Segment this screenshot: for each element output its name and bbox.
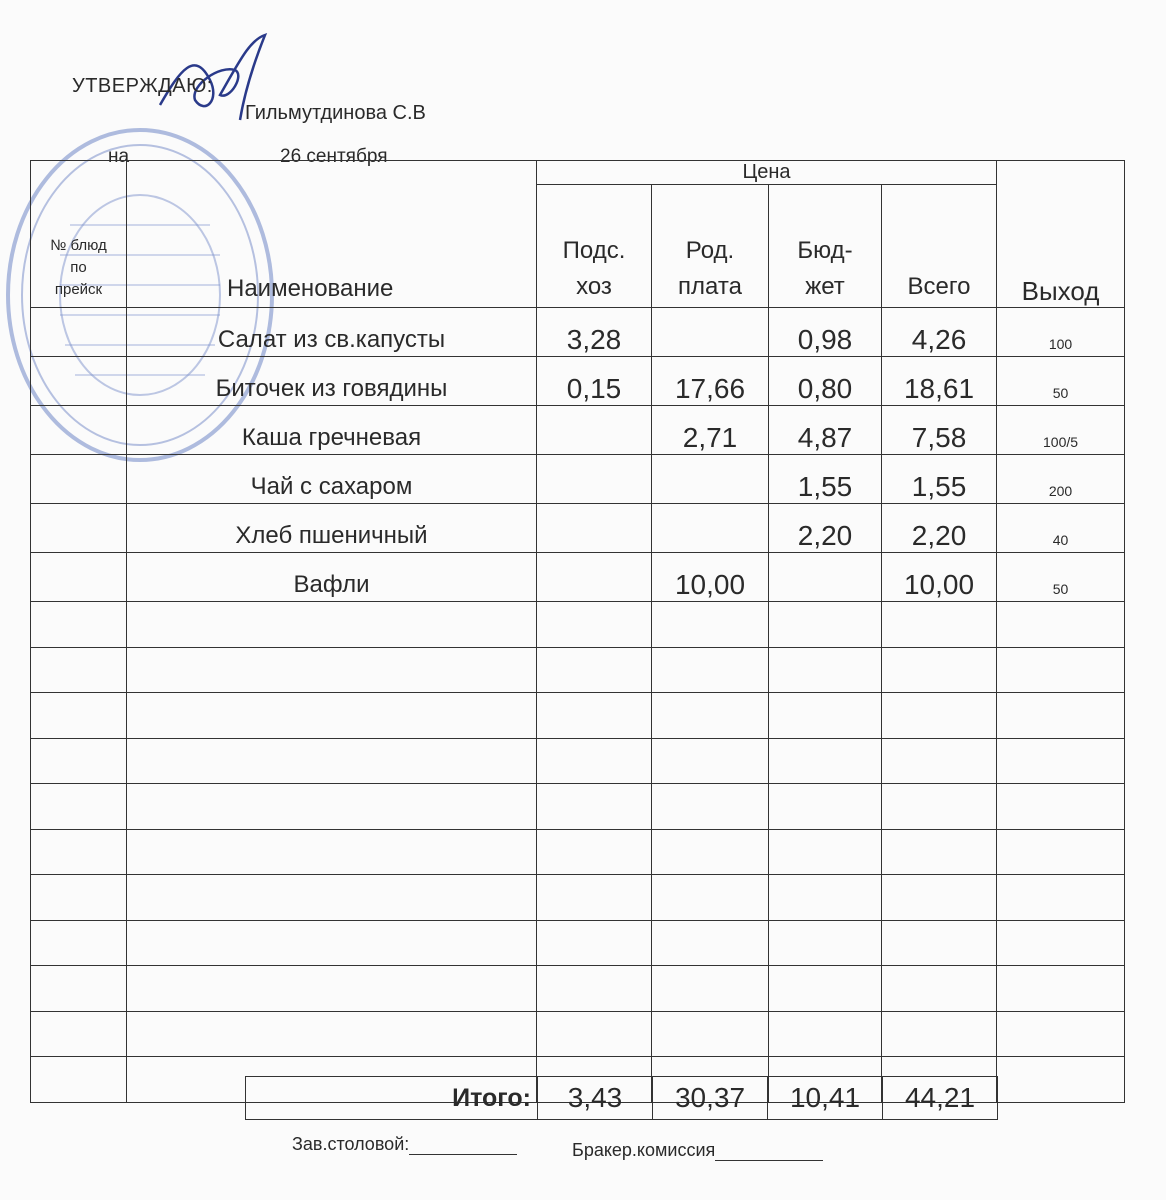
total-parent: 30,37 bbox=[653, 1077, 768, 1120]
header-output: Выход bbox=[997, 161, 1125, 308]
table-row bbox=[31, 504, 1125, 553]
price-budget: 1,55 bbox=[769, 455, 882, 504]
price-parent bbox=[652, 308, 769, 357]
price-total: 10,00 bbox=[882, 553, 997, 602]
header-total: Всего bbox=[882, 185, 997, 308]
date-value: 26 сентября bbox=[280, 146, 388, 167]
price-budget: 0,80 bbox=[769, 357, 882, 406]
price-total: 18,61 bbox=[882, 357, 997, 406]
table-row bbox=[31, 308, 1125, 357]
empty-row bbox=[31, 1011, 1125, 1057]
header-dish-number: № блюд по прейск bbox=[31, 161, 127, 308]
approver-name: Гильмутдинова С.В bbox=[245, 102, 426, 124]
price-podsob bbox=[537, 553, 652, 602]
price-parent: 17,66 bbox=[652, 357, 769, 406]
price-budget: 4,87 bbox=[769, 406, 882, 455]
table-row bbox=[31, 553, 1125, 602]
empty-row bbox=[31, 829, 1125, 875]
empty-row bbox=[31, 602, 1125, 648]
price-podsob: 3,28 bbox=[537, 308, 652, 357]
empty-row bbox=[31, 920, 1125, 966]
price-total: 1,55 bbox=[882, 455, 997, 504]
totals-label: Итого: bbox=[246, 1077, 538, 1120]
price-total: 2,20 bbox=[882, 504, 997, 553]
empty-row bbox=[31, 738, 1125, 784]
price-podsob bbox=[537, 504, 652, 553]
price-parent: 10,00 bbox=[652, 553, 769, 602]
total-budget: 10,41 bbox=[768, 1077, 883, 1120]
price-budget bbox=[769, 553, 882, 602]
dish-name: Вафли bbox=[127, 553, 537, 602]
empty-row bbox=[31, 693, 1125, 739]
price-podsob: 0,15 bbox=[537, 357, 652, 406]
header-name: Наименование bbox=[127, 161, 537, 308]
table-row bbox=[31, 357, 1125, 406]
table-row bbox=[31, 406, 1125, 455]
dish-name: Каша гречневая bbox=[127, 406, 537, 455]
canteen-head-signature bbox=[292, 1134, 517, 1155]
commission-label: Бракер.комиссия bbox=[572, 1140, 716, 1160]
header-price-group: Цена bbox=[537, 161, 997, 185]
price-podsob bbox=[537, 455, 652, 504]
menu-table bbox=[30, 160, 1125, 1103]
portion-output: 50 bbox=[997, 357, 1125, 406]
empty-row bbox=[31, 966, 1125, 1012]
price-total: 4,26 bbox=[882, 308, 997, 357]
portion-output: 100/5 bbox=[997, 406, 1125, 455]
price-parent bbox=[652, 504, 769, 553]
empty-row bbox=[31, 875, 1125, 921]
price-budget: 2,20 bbox=[769, 504, 882, 553]
portion-output: 200 bbox=[997, 455, 1125, 504]
header-budget: Бюд- жет bbox=[769, 185, 882, 308]
empty-row bbox=[31, 647, 1125, 693]
price-parent bbox=[652, 455, 769, 504]
dish-name: Биточек из говядины bbox=[127, 357, 537, 406]
date-label: на bbox=[108, 146, 130, 167]
price-total: 7,58 bbox=[882, 406, 997, 455]
approve-label: УТВЕРЖДАЮ: bbox=[72, 75, 213, 97]
header-podsob: Подс. хоз bbox=[537, 185, 652, 308]
portion-output: 100 bbox=[997, 308, 1125, 357]
price-parent: 2,71 bbox=[652, 406, 769, 455]
price-budget: 0,98 bbox=[769, 308, 882, 357]
empty-row bbox=[31, 784, 1125, 830]
canteen-label: Зав.столовой: bbox=[292, 1134, 410, 1154]
portion-output: 40 bbox=[997, 504, 1125, 553]
portion-output: 50 bbox=[997, 553, 1125, 602]
price-podsob bbox=[537, 406, 652, 455]
dish-name: Салат из св.капусты bbox=[127, 308, 537, 357]
dish-name: Чай с сахаром bbox=[127, 455, 537, 504]
total-sum: 44,21 bbox=[883, 1077, 998, 1120]
total-podsob: 3,43 bbox=[538, 1077, 653, 1120]
commission-signature bbox=[572, 1140, 823, 1161]
dish-name: Хлеб пшеничный bbox=[127, 504, 537, 553]
header-parent-pay: Род. плата bbox=[652, 185, 769, 308]
totals-row bbox=[245, 1076, 998, 1120]
table-row bbox=[31, 455, 1125, 504]
